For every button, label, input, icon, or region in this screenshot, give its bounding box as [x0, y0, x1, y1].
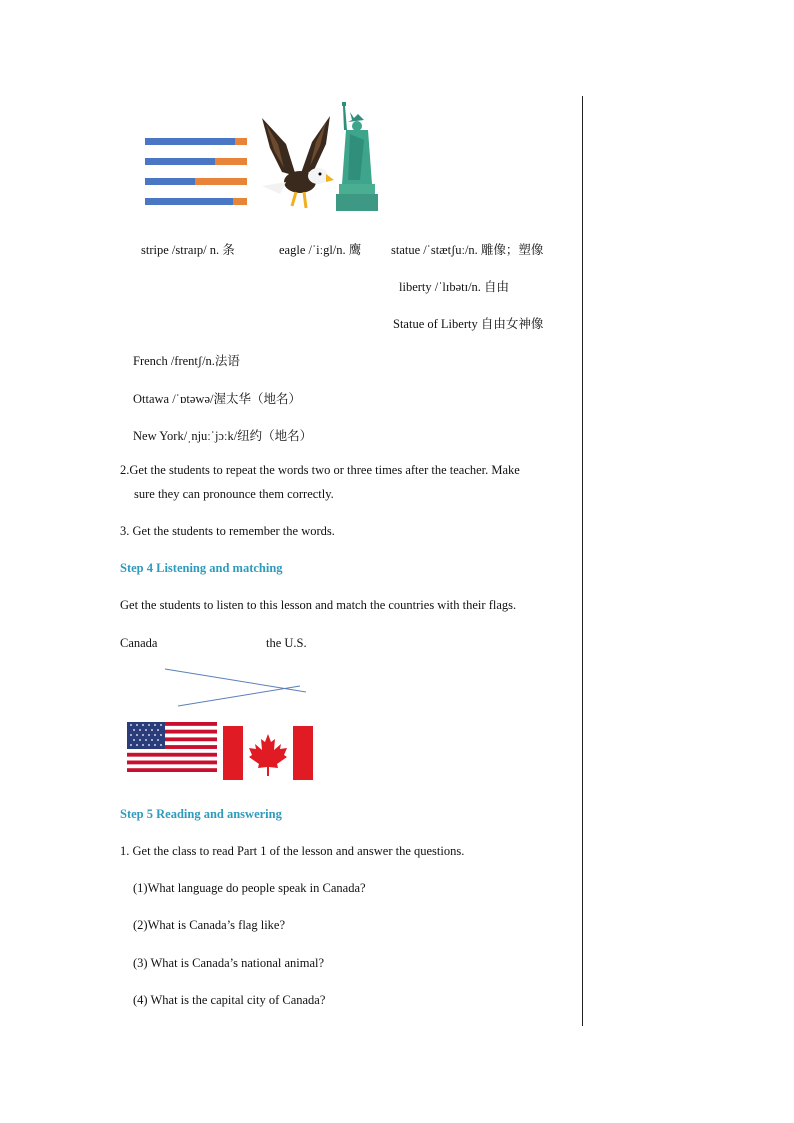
- match-canada: Canada: [120, 636, 158, 650]
- match-us: the U.S.: [266, 636, 307, 650]
- us-flag-image: [127, 722, 217, 772]
- vocab-stripe: stripe /straɪp/ n. 条: [141, 243, 235, 257]
- question-4: (4) What is the capital city of Canada?: [133, 993, 326, 1007]
- step4-heading: Step 4 Listening and matching: [120, 561, 283, 575]
- vocab-liberty: liberty /ˈlɪbətɪ/n. 自由: [399, 280, 510, 294]
- step2-line1: 2.Get the students to repeat the words two or three times after the teacher. Make: [120, 463, 520, 477]
- step2-line2: sure they can pronounce them correctly.: [134, 487, 334, 501]
- eagle-image: [256, 114, 336, 212]
- vocab-statue-of-liberty: Statue of Liberty 自由女神像: [393, 317, 544, 331]
- statue-of-liberty-image: [334, 100, 380, 213]
- matching-lines: [150, 664, 320, 714]
- vocab-eagle: eagle /ˈiːgl/n. 鹰: [279, 243, 362, 257]
- step4-text: Get the students to listen to this lesson and match the countries with their flags.: [120, 598, 517, 612]
- vocab-ottawa: Ottawa /ˈɒtəwə/渥太华（地名）: [133, 392, 301, 406]
- step3-text: 3. Get the students to remember the words.: [120, 524, 335, 538]
- vocab-new-york: New York/ˌnjuːˈjɔːk/纽约（地名）: [133, 429, 313, 443]
- stripes-image: [143, 134, 249, 210]
- margin-rule: [582, 96, 583, 1026]
- question-3: (3) What is Canada’s national animal?: [133, 956, 325, 970]
- step5-heading: Step 5 Reading and answering: [120, 807, 282, 821]
- question-1: (1)What language do people speak in Canada?: [133, 881, 366, 895]
- step5-text: 1. Get the class to read Part 1 of the lesson and answer the questions.: [120, 844, 465, 858]
- canada-flag-image: [223, 726, 313, 780]
- vocab-french: French /frentʃ/n.法语: [133, 354, 240, 368]
- vocab-statue: statue /ˈstætʃuː/n. 雕像；塑像: [391, 243, 544, 257]
- question-2: (2)What is Canada’s flag like?: [133, 918, 286, 932]
